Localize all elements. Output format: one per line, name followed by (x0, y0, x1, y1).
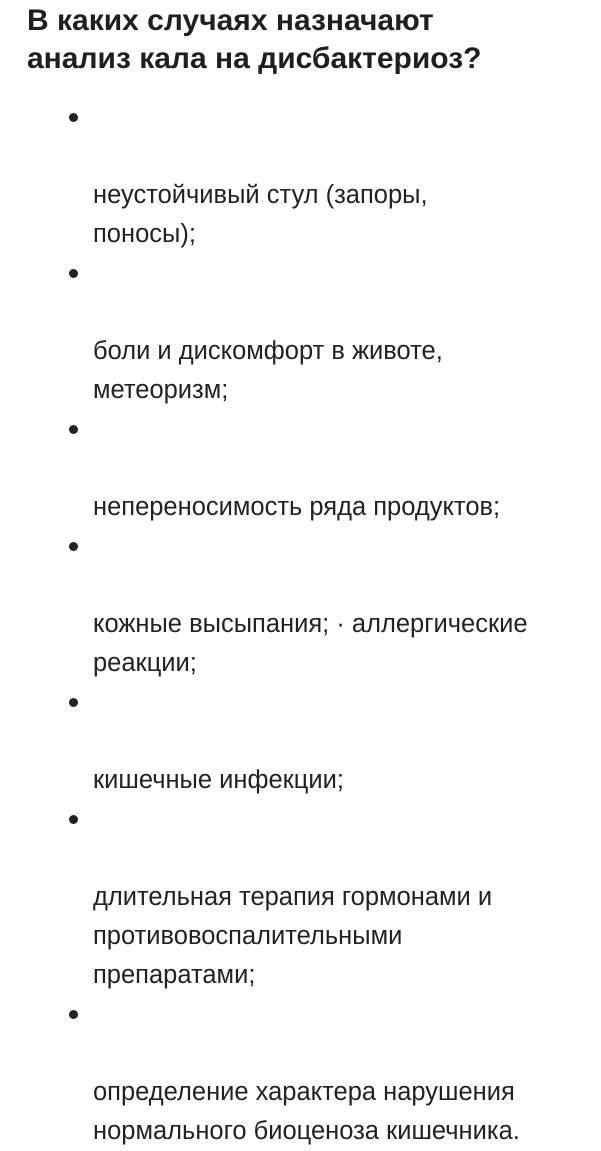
list-item-text: непереносимость ряда продуктов; (93, 493, 501, 521)
list-item (0, 254, 601, 410)
list-item-text: кожные высыпания; · аллергические реакции; (93, 610, 528, 677)
list-item-text: кишечные инфекции; (93, 766, 344, 794)
bullet-icon (69, 113, 78, 122)
bullet-icon (69, 1010, 78, 1019)
list-item (0, 683, 601, 800)
page-title: В каких случаях назначают анализ кала на дисбактериоз? (27, 4, 482, 75)
bullet-icon (69, 425, 78, 434)
bullet-list (0, 98, 601, 1151)
list-item-text: определение характера нарушения нормального биоценоза кишечника. (93, 1078, 520, 1145)
list-item-text: длительная терапия гормонами и противовоспалительными препаратами; (93, 883, 493, 989)
bullet-icon (69, 698, 78, 707)
list-item-text: боли и дискомфорт в животе, метеоризм; (93, 337, 443, 404)
bullet-icon (69, 269, 78, 278)
bullet-icon (69, 542, 78, 551)
list-item (0, 995, 601, 1151)
list-item (0, 800, 601, 995)
list-item (0, 410, 601, 527)
list-item-text: неустойчивый стул (запоры, поносы); (93, 181, 428, 248)
bullet-icon (69, 815, 78, 824)
list-item (0, 527, 601, 683)
list-item (0, 98, 601, 254)
